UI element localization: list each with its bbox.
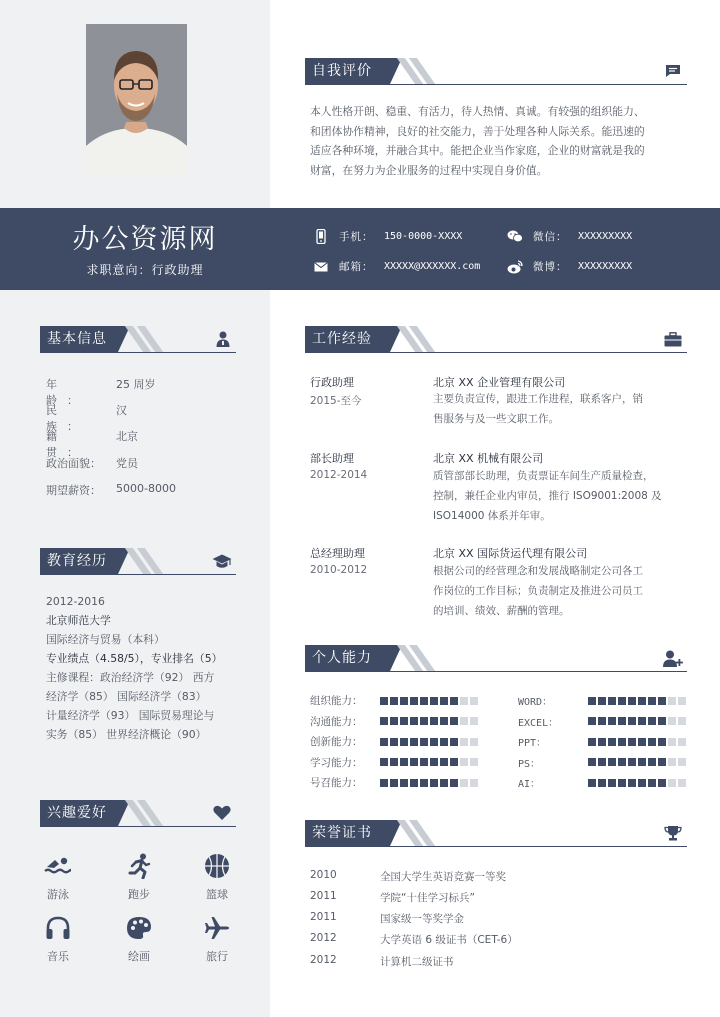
skill-level-square (390, 758, 398, 766)
hobby-painting (109, 914, 169, 964)
header-underline (40, 352, 236, 353)
skill-level-square (638, 758, 646, 766)
self-eval-text (310, 102, 688, 180)
skill-level-square (678, 779, 686, 787)
candidate-name: 办公资源网 (72, 224, 218, 255)
skill-level-square (450, 717, 458, 725)
job-date: 2010-2012 (310, 564, 368, 576)
self-eval-line: 本人性格开朗、稳重、有活力，待人热情、真诚。有较强的组织能力、 (310, 105, 645, 118)
skill-level-square (638, 738, 646, 746)
self-eval-line: 财富，在努力为企业服务的过程中实现自身价值。 (310, 163, 548, 177)
info-value: 25 周岁 (116, 378, 156, 391)
hobby-label: 绘画 (128, 950, 150, 963)
skill-row (518, 714, 686, 729)
award-item (310, 911, 464, 926)
mail-icon (313, 260, 329, 274)
award-item (310, 932, 518, 947)
skill-level-square (588, 758, 596, 766)
hobby-label: 音乐 (47, 950, 69, 963)
skill-level-square (668, 717, 676, 725)
header-underline (40, 574, 236, 575)
running-icon (109, 852, 169, 880)
skill-row (518, 734, 686, 749)
skill-level-square (648, 779, 656, 787)
hobby-label: 跑步 (128, 888, 150, 901)
education-header (40, 548, 236, 574)
skill-level-square (588, 779, 596, 787)
job-company: 北京 XX 企业管理有限公司 (433, 376, 566, 389)
header-underline (40, 826, 236, 827)
skill-level-square (598, 779, 606, 787)
info-key: 籍 贯： (46, 430, 88, 459)
skill-level-square (658, 697, 666, 705)
award-name: 计算机二级证书 (380, 956, 454, 968)
skill-level-square (380, 738, 388, 746)
airplane-icon (187, 914, 247, 942)
weibo-icon (507, 260, 523, 274)
header-underline (305, 671, 687, 672)
skill-level-square (658, 717, 666, 725)
graduation-cap-icon (212, 551, 232, 571)
job-date: 2015-至今 (310, 395, 362, 407)
skill-level-square (628, 697, 636, 705)
info-value: 汉 (116, 404, 127, 417)
education-title: 教育经历 (40, 548, 118, 574)
skill-level-meter (380, 717, 478, 725)
award-name: 国家级一等奖学金 (380, 913, 464, 925)
contact-value: XXXXXXXXX (578, 231, 633, 242)
skill-level-square (598, 717, 606, 725)
skill-level-meter (380, 738, 478, 746)
skill-row (310, 734, 478, 749)
contact-label: 邮箱： (339, 261, 374, 273)
hobbies-header (40, 800, 236, 826)
contact-value: 150-0000-XXXX (384, 231, 463, 242)
skill-level-square (678, 717, 686, 725)
skill-level-square (470, 758, 478, 766)
contact-label: 微信： (533, 231, 568, 243)
education-school: 北京师范大学 (46, 614, 111, 627)
skill-name: 学习能力： (310, 756, 363, 769)
skill-level-square (588, 717, 596, 725)
award-year: 2011 (310, 911, 337, 923)
skill-row (310, 775, 478, 790)
skill-level-meter (380, 758, 478, 766)
skill-level-square (618, 779, 626, 787)
header-underline (305, 846, 687, 847)
skill-level-square (450, 738, 458, 746)
job-company: 北京 XX 国际货运代理有限公司 (433, 547, 588, 560)
hobby-music (28, 914, 88, 964)
add-user-icon (663, 648, 683, 668)
contact-value: XXXXXXXXX (578, 261, 633, 272)
self-eval-line: 适应各种环境，并融合其中。能把企业当作家庭，企业的财富就是我的 (310, 144, 645, 157)
skill-level-square (380, 758, 388, 766)
skill-level-square (628, 779, 636, 787)
hobby-label: 游泳 (47, 888, 69, 901)
skill-level-square (380, 697, 388, 705)
award-item (310, 890, 475, 905)
briefcase-icon (663, 329, 683, 349)
skill-level-square (668, 779, 676, 787)
skill-name: WORD： (518, 697, 553, 708)
skill-level-square (608, 697, 616, 705)
award-name: 大学英语 6 级证书（CET-6） (380, 934, 518, 946)
wechat-icon (507, 230, 523, 244)
contact-wechat (507, 229, 632, 244)
job-date: 2012-2014 (310, 469, 368, 481)
skill-level-square (628, 717, 636, 725)
skill-level-square (638, 697, 646, 705)
skill-level-meter (588, 758, 686, 766)
skill-level-square (608, 738, 616, 746)
award-year: 2011 (310, 890, 337, 902)
skill-name: PPT： (518, 738, 547, 749)
skill-name: AI： (518, 779, 541, 790)
education-courses-line: 计量经济学（93） 国际贸易理论与 (46, 709, 215, 722)
skill-level-square (430, 758, 438, 766)
skill-level-square (598, 758, 606, 766)
skill-level-square (380, 779, 388, 787)
hobby-travel (187, 914, 247, 964)
job-description-line: ISO14000 体系并年审。 (433, 510, 551, 522)
skill-level-square (470, 697, 478, 705)
job-intention: 求职意向：行政助理 (86, 263, 204, 277)
skill-level-square (410, 758, 418, 766)
skill-name: 创新能力： (310, 736, 363, 748)
education-details (46, 592, 236, 744)
skills-title: 个人能力 (305, 645, 390, 671)
swimming-icon (28, 852, 88, 880)
skill-name: PS： (518, 758, 541, 770)
education-courses-line: 实务（85） 世界经济概论（90） (46, 728, 207, 741)
skill-level-square (420, 758, 428, 766)
skill-level-square (658, 738, 666, 746)
info-value: 北京 (116, 430, 138, 443)
skill-row (518, 755, 686, 770)
job-description (433, 561, 683, 621)
skill-row (518, 693, 686, 708)
skill-level-square (460, 779, 468, 787)
award-name: 全国大学生英语竞赛一等奖 (380, 871, 506, 883)
hobby-label: 篮球 (206, 888, 228, 901)
skill-name: 号召能力： (310, 777, 363, 789)
skill-level-meter (588, 779, 686, 787)
education-score: 专业绩点（4.58/5），专业排名（5） (46, 652, 223, 665)
skill-level-square (638, 717, 646, 725)
header-underline (305, 352, 687, 353)
skill-level-square (668, 758, 676, 766)
awards-header (305, 820, 687, 846)
skill-level-square (450, 697, 458, 705)
trophy-icon (663, 823, 683, 843)
skill-level-square (400, 779, 408, 787)
skill-level-square (390, 779, 398, 787)
skill-level-square (450, 758, 458, 766)
heart-icon (212, 803, 232, 823)
skill-level-square (460, 717, 468, 725)
info-value: 党员 (116, 457, 138, 470)
skill-row (310, 714, 478, 729)
skill-level-square (460, 758, 468, 766)
skill-level-square (618, 697, 626, 705)
skill-level-square (678, 697, 686, 705)
hobbies-title: 兴趣爱好 (40, 800, 118, 826)
skill-level-square (440, 738, 448, 746)
skill-level-square (638, 779, 646, 787)
education-major: 国际经济与贸易（本科） (46, 633, 165, 646)
job-description (433, 389, 683, 429)
skill-level-meter (588, 717, 686, 725)
contact-email (313, 259, 480, 274)
palette-icon (109, 914, 169, 942)
award-year: 2012 (310, 954, 337, 966)
skill-level-square (470, 717, 478, 725)
skill-level-square (598, 738, 606, 746)
skill-level-square (648, 717, 656, 725)
skill-level-square (618, 717, 626, 725)
job-title: 总经理助理 (310, 547, 365, 560)
headphones-icon (28, 914, 88, 942)
skill-level-square (668, 738, 676, 746)
skill-level-square (618, 758, 626, 766)
info-row-political (46, 455, 138, 471)
award-item (310, 954, 454, 969)
skill-level-square (648, 697, 656, 705)
education-courses-line: 经济学（85） 国际经济学（83） (46, 690, 207, 703)
hobby-label: 旅行 (206, 950, 228, 963)
contact-value: XXXXX@XXXXXX.com (384, 261, 481, 272)
work-header (305, 326, 687, 352)
skill-level-square (400, 697, 408, 705)
skill-level-square (390, 738, 398, 746)
skill-level-meter (588, 697, 686, 705)
skill-level-square (678, 738, 686, 746)
skill-row (518, 775, 686, 790)
skill-level-square (410, 717, 418, 725)
skill-level-meter (588, 738, 686, 746)
contact-weibo (507, 259, 632, 274)
info-row-salary (46, 482, 176, 498)
skill-level-square (420, 717, 428, 725)
skill-level-square (618, 738, 626, 746)
basic-info-title: 基本信息 (40, 326, 118, 352)
skill-name: 组织能力： (310, 695, 363, 707)
info-key: 政治面貌： (46, 457, 101, 470)
award-item (310, 869, 506, 884)
skill-level-square (608, 779, 616, 787)
skill-level-square (430, 779, 438, 787)
job-title: 行政助理 (310, 376, 354, 389)
skill-level-square (450, 779, 458, 787)
award-name: 学院“十佳学习标兵” (380, 892, 475, 904)
award-year: 2012 (310, 932, 337, 944)
self-eval-header (305, 58, 687, 84)
awards-title: 荣誉证书 (305, 820, 390, 846)
job-title: 部长助理 (310, 452, 354, 465)
skill-level-square (400, 717, 408, 725)
person-icon (213, 329, 233, 349)
skill-level-square (598, 697, 606, 705)
skill-level-meter (380, 779, 478, 787)
skill-level-square (460, 738, 468, 746)
skill-level-square (648, 758, 656, 766)
profile-photo (86, 24, 187, 175)
self-eval-title: 自我评价 (305, 58, 390, 84)
comment-icon (663, 61, 683, 81)
skill-level-square (400, 758, 408, 766)
hobby-basketball (187, 852, 247, 902)
skill-level-square (430, 717, 438, 725)
skill-level-square (400, 738, 408, 746)
skill-level-square (608, 758, 616, 766)
work-title: 工作经验 (305, 326, 390, 352)
info-key: 年 龄： (46, 378, 88, 407)
skill-level-square (588, 738, 596, 746)
job-description-line: 控制，兼任企业内审员，推行 ISO9001:2008 及 (433, 490, 662, 502)
skill-row (310, 755, 478, 770)
skill-level-square (678, 758, 686, 766)
skill-level-square (588, 697, 596, 705)
skill-level-square (390, 697, 398, 705)
info-key: 期望薪资： (46, 484, 101, 497)
skill-level-square (440, 697, 448, 705)
job-description-line: 质管部部长助理，负责票证车间生产质量检查， (433, 470, 654, 482)
contact-label: 手机： (339, 231, 374, 243)
award-year: 2010 (310, 869, 337, 881)
phone-icon (313, 230, 329, 244)
skill-level-square (440, 779, 448, 787)
job-description-line: 作岗位的工作目标；负责制定及推进公司员工 (433, 585, 643, 597)
skill-level-square (410, 697, 418, 705)
skill-level-square (380, 717, 388, 725)
skill-level-square (430, 738, 438, 746)
skill-level-square (460, 697, 468, 705)
job-company: 北京 XX 机械有限公司 (433, 452, 544, 465)
header-underline (305, 84, 687, 85)
skill-level-square (658, 758, 666, 766)
skill-level-square (420, 697, 428, 705)
job-description-line: 根据公司的经营理念和发展战略制定公司各工 (433, 565, 643, 577)
skills-header (305, 645, 687, 671)
skill-level-meter (380, 697, 478, 705)
skill-level-square (440, 758, 448, 766)
skill-level-square (658, 779, 666, 787)
info-key: 民 族： (46, 404, 88, 433)
job-description-line: 售服务与及一些文职工作。 (433, 413, 559, 425)
skill-level-square (608, 717, 616, 725)
basic-info-header (40, 326, 236, 352)
self-eval-line: 和团体协作精神，良好的社交能力，善于处理各种人际关系。能迅速的 (310, 124, 645, 138)
info-value: 5000-8000 (116, 482, 176, 495)
skill-level-square (648, 738, 656, 746)
hobby-swimming (28, 852, 88, 902)
contact-phone (313, 229, 462, 244)
education-period: 2012-2016 (46, 595, 105, 608)
skill-level-square (410, 779, 418, 787)
skill-level-square (430, 697, 438, 705)
skill-name: 沟通能力： (310, 715, 363, 728)
skill-level-square (440, 717, 448, 725)
skill-level-square (420, 779, 428, 787)
skill-level-square (628, 738, 636, 746)
hobby-running (109, 852, 169, 902)
contact-label: 微博： (533, 261, 568, 273)
skill-level-square (628, 758, 636, 766)
skill-level-square (410, 738, 418, 746)
skill-level-square (470, 738, 478, 746)
education-courses-line: 主修课程：政治经济学（92） 西方 (46, 671, 215, 684)
skill-level-square (390, 717, 398, 725)
skill-level-square (668, 697, 676, 705)
skill-level-square (470, 779, 478, 787)
job-description-line: 的培训、绩效、薪酬的管理。 (433, 605, 570, 617)
skill-name: EXCEL： (518, 717, 559, 729)
job-description (433, 466, 683, 526)
basketball-icon (187, 852, 247, 880)
skill-level-square (420, 738, 428, 746)
skill-row (310, 693, 478, 708)
job-description-line: 主要负责宣传，跟进工作进程，联系客户，销 (433, 393, 643, 405)
